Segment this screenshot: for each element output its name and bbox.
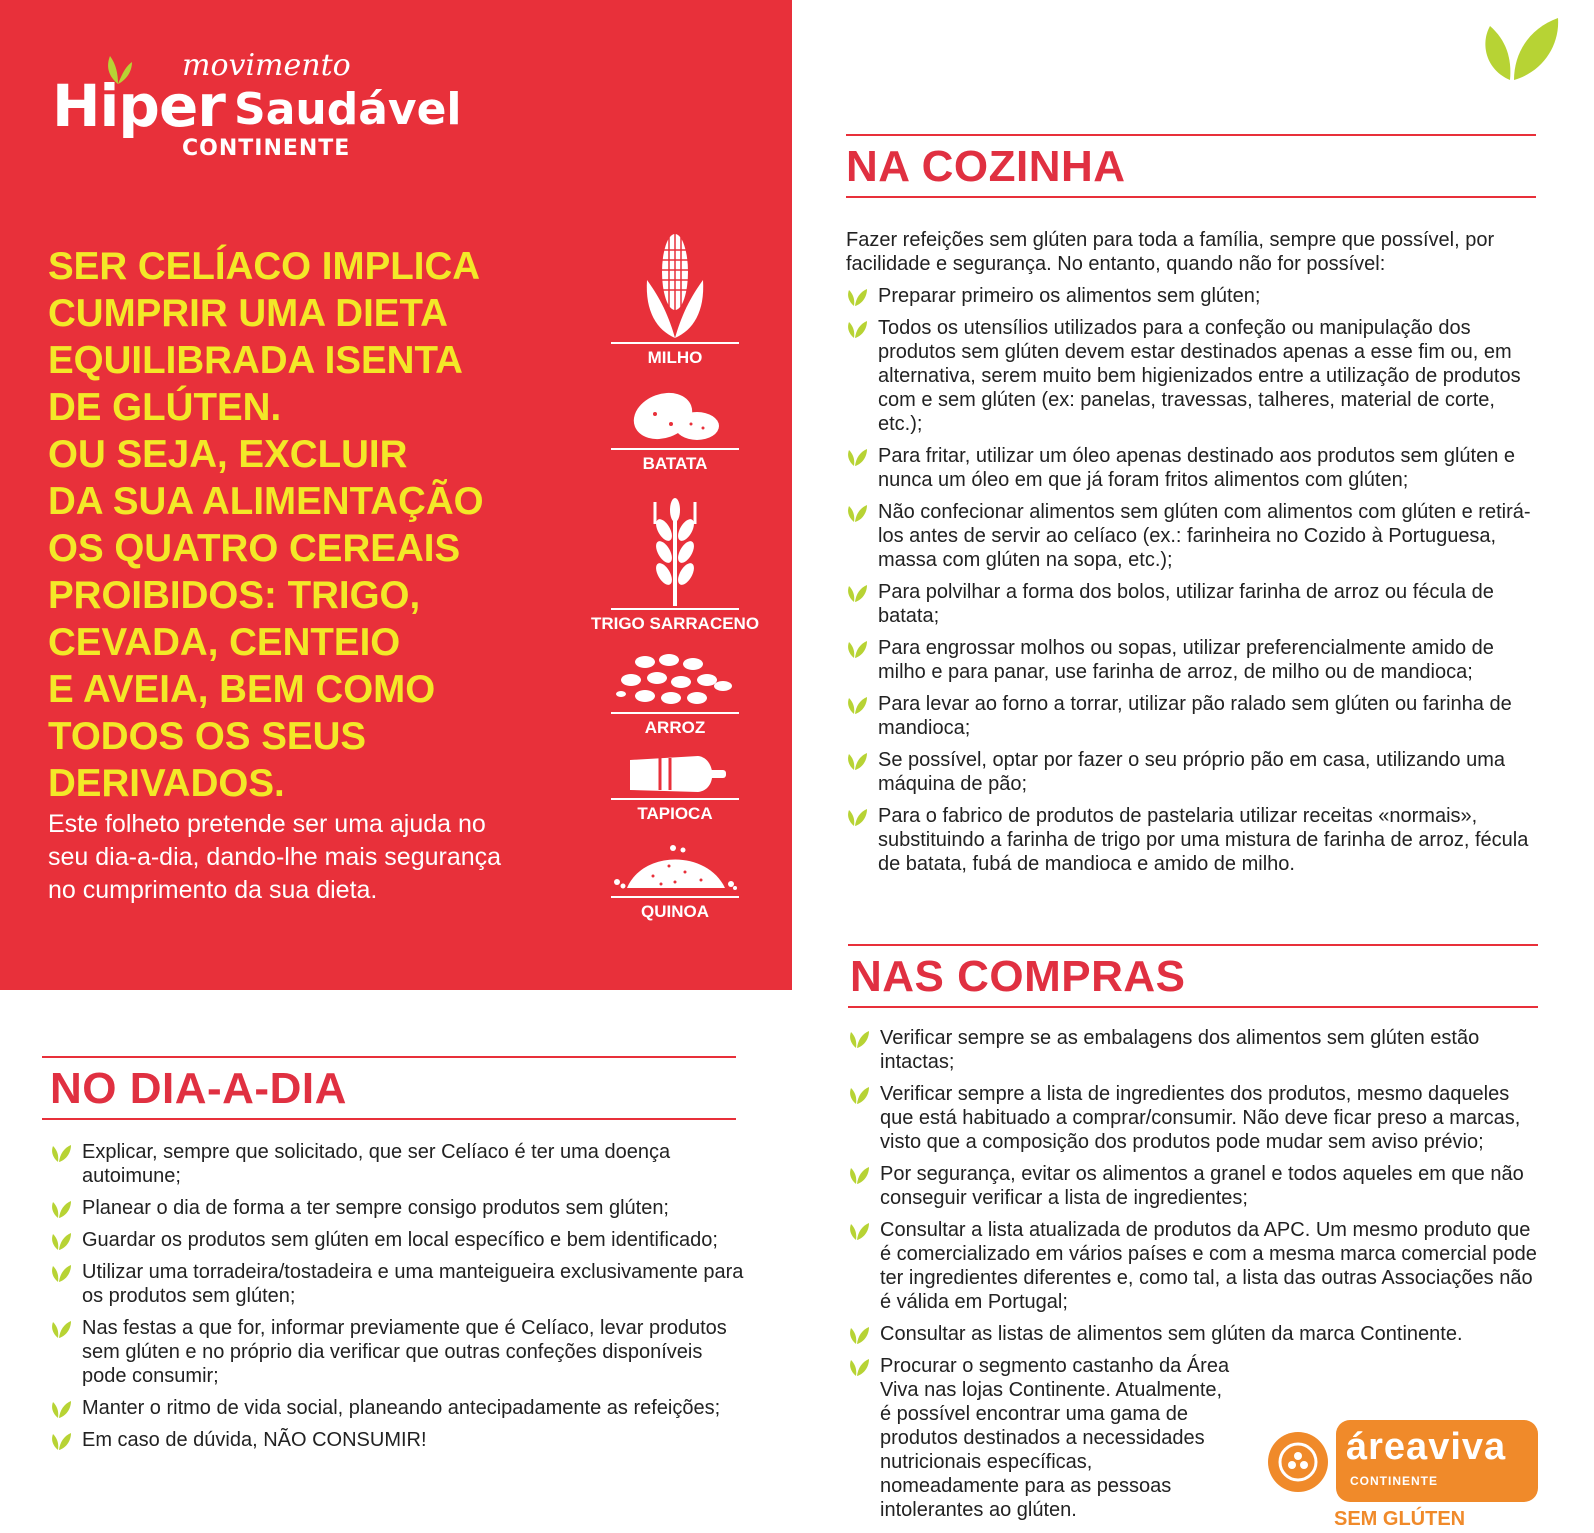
leaf-check-icon (50, 1431, 72, 1451)
list-item (848, 1354, 1233, 1522)
headline-line: SER CELÍACO IMPLICA (48, 245, 481, 288)
leaf-check-icon (846, 639, 868, 659)
areaviva-sub: CONTINENTE (1350, 1474, 1438, 1488)
list-item (50, 1260, 750, 1308)
section-rule (42, 1056, 736, 1058)
areaviva-symbol-icon (1268, 1432, 1328, 1492)
list-item-text: Verificar sempre se as embalagens dos alimentos sem glúten estão intactas; (880, 1027, 1480, 1073)
list-item (846, 636, 1540, 684)
cozinha-list (846, 284, 1540, 884)
leaf-check-icon (848, 1325, 870, 1345)
grain-milho (580, 230, 770, 368)
logo-continente: CONTINENTE (182, 136, 351, 161)
headline-line: CEVADA, CENTEIO (48, 621, 401, 664)
list-item (846, 804, 1540, 876)
list-item-text: Consultar a lista atualizada de produtos da APC. Um mesmo produto que é comercializado em vários países e com a mesma marca comercial pode ter ingredientes diferentes e, como tal, a lista das outras Associações não é válida em Portugal; (880, 1219, 1537, 1313)
headline-line: CUMPRIR UMA DIETA (48, 292, 448, 335)
section-rule (846, 196, 1536, 198)
list-item-text: Todos os utensílios utilizados para a confeção ou manipulação dos produtos sem glúten devem estar destinados apenas a esse fim ou, em alternativa, serem muito bem higienizados entre a utilização de produtos com e sem glúten (ex: panelas, travessas, talheres, material de corte, etc.); (878, 317, 1521, 435)
leaf-check-icon (846, 695, 868, 715)
grain-batata (580, 388, 770, 474)
grain-divider (611, 448, 739, 450)
list-item-text: Planear o dia de forma a ter sempre consigo produtos sem glúten; (82, 1197, 669, 1219)
list-item-text: Para o fabrico de produtos de pastelaria utilizar receitas «normais», substituindo a farinha de trigo por uma mistura de farinha de arroz, fécula de batata, fubá de mandioca e amido de milho. (878, 805, 1529, 875)
list-item (846, 500, 1540, 572)
headline-line: PROIBIDOS: TRIGO, (48, 574, 421, 617)
headline-line: TODOS OS SEUS (48, 715, 367, 758)
list-item-text: Utilizar uma torradeira/tostadeira e uma manteigueira exclusivamente para os produtos sem glúten; (82, 1261, 744, 1307)
section-title-cozinha: NA COZINHA (846, 142, 1126, 191)
section-rule (846, 134, 1536, 136)
dia-a-dia-list (50, 1140, 750, 1460)
grain-circle-icon (1268, 1432, 1328, 1492)
list-item (50, 1396, 750, 1420)
list-item (846, 580, 1540, 628)
leaf-check-icon (846, 503, 868, 523)
headline-line: E AVEIA, BEM COMO (48, 668, 436, 711)
leaf-check-icon (50, 1231, 72, 1251)
list-item-text: Verificar sempre a lista de ingredientes dos produtos, mesmo daqueles que está habituado a comprar/consumir. Não deve ficar preso a marcas, visto que a composição dos produtos pode mudar sem aviso prévio; (880, 1083, 1521, 1153)
cozinha-intro: Fazer refeições sem glúten para toda a família, sempre que possível, por facilidade e segurança. No entanto, quando não for possível: (846, 229, 1495, 275)
areaviva-box (1336, 1420, 1538, 1502)
list-item (846, 284, 1540, 308)
leaf-check-icon (846, 287, 868, 307)
list-item-text: Manter o ritmo de vida social, planeando antecipadamente as refeições; (82, 1397, 721, 1419)
list-item-text: Procurar o segmento castanho da Área Viva nas lojas Continente. Atualmente, é possível encontrar uma gama de produtos destinados a necessidades nutricionais específicas, nomeadamente para as pessoas intolerantes ao glúten. (880, 1355, 1230, 1521)
leaf-check-icon (848, 1029, 870, 1049)
headline-line: DA SUA ALIMENTAÇÃO (48, 480, 484, 523)
grain-divider (611, 896, 739, 898)
areaviva-tag: SEM GLÚTEN (1334, 1508, 1466, 1530)
list-item-text: Para polvilhar a forma dos bolos, utilizar farinha de arroz ou fécula de batata; (878, 581, 1494, 627)
grain-label: TRIGO SARRACENO (590, 614, 760, 633)
list-item (50, 1140, 750, 1188)
list-item-text: Nas festas a que for, informar previamente que é Celíaco, levar produtos sem glúten e no próprio dia verificar que outras confeções disponíveis pode consumir; (82, 1317, 727, 1387)
areaviva-logo (1268, 1420, 1538, 1530)
list-item (848, 1218, 1542, 1314)
list-item (50, 1196, 750, 1220)
section-rule (848, 1006, 1538, 1008)
grain-divider (611, 342, 739, 344)
section-rule (42, 1118, 736, 1120)
grain-divider (611, 712, 739, 714)
list-item-text: Em caso de dúvida, NÃO CONSUMIR! (82, 1429, 427, 1451)
list-item (848, 1162, 1542, 1210)
list-item-text: Para engrossar molhos ou sopas, utilizar preferencialmente amido de milho e para panar, use farinha de arroz, de milho ou de mandioca; (878, 637, 1494, 683)
grain-divider (611, 798, 739, 800)
tapioca-icon (620, 750, 730, 798)
list-item (846, 444, 1540, 492)
headline-line: DE GLÚTEN. (48, 386, 282, 429)
leaf-check-icon (846, 751, 868, 771)
logo-movimento: movimento (182, 48, 351, 83)
wheat-icon (645, 496, 705, 608)
grain-divider (611, 608, 739, 610)
grain-trigo-sarraceno (580, 496, 770, 634)
list-item (848, 1026, 1542, 1074)
grain-quinoa (580, 842, 770, 922)
grain-label: TAPIOCA (637, 804, 713, 823)
logo-hiper: Hiper (52, 72, 225, 140)
list-item (50, 1428, 750, 1452)
section-rule (848, 944, 1538, 946)
list-item (50, 1228, 750, 1252)
red-panel (0, 0, 792, 990)
leaf-check-icon (848, 1357, 870, 1377)
leaf-check-icon (50, 1143, 72, 1163)
headline-line: DERIVADOS. (48, 762, 285, 805)
leaf-check-icon (848, 1085, 870, 1105)
leaf-check-icon (848, 1221, 870, 1241)
leaf-check-icon (846, 319, 868, 339)
headline-line: OS QUATRO CEREAIS (48, 527, 461, 570)
list-item-text: Por segurança, evitar os alimentos a granel e todos aqueles em que não conseguir verificar a lista de ingredientes; (880, 1163, 1524, 1209)
leaf-check-icon (50, 1199, 72, 1219)
leaf-icon (1480, 12, 1560, 82)
list-item (848, 1322, 1542, 1346)
list-item (846, 692, 1540, 740)
list-item-text: Se possível, optar por fazer o seu próprio pão em casa, utilizando uma máquina de pão; (878, 749, 1506, 795)
rice-icon (615, 650, 735, 712)
leaf-check-icon (846, 807, 868, 827)
areaviva-name: áreaviva (1346, 1426, 1507, 1468)
grain-tapioca (580, 750, 770, 824)
hiper-saudavel-logo (52, 48, 492, 161)
logo-saudavel: Saudável (234, 84, 462, 135)
grain-label: BATATA (642, 454, 708, 473)
grain-label: QUINOA (641, 902, 709, 921)
list-item-text: Não confecionar alimentos sem glúten com alimentos com glúten e retirá-los antes de servir ao celíaco (ex.: farinheira no Cozido à Portuguesa, massa com glúten na sopa, etc.); (878, 501, 1531, 571)
headline (48, 243, 568, 807)
list-item (50, 1316, 750, 1388)
grain-label: ARROZ (644, 718, 706, 737)
potato-icon (625, 388, 725, 448)
leaf-check-icon (50, 1319, 72, 1339)
corn-icon (635, 230, 715, 342)
list-item-text: Para levar ao forno a torrar, utilizar pão ralado sem glúten ou farinha de mandioca; (878, 693, 1512, 739)
list-item-text: Guardar os produtos sem glúten em local específico e bem identificado; (82, 1229, 718, 1251)
headline-line: EQUILIBRADA ISENTA (48, 339, 463, 382)
leaf-check-icon (50, 1399, 72, 1419)
intro-text: Este folheto pretende ser uma ajuda no seu dia-a-dia, dando-lhe mais segurança no cumprimento da sua dieta. (48, 810, 502, 904)
leaf-check-icon (846, 447, 868, 467)
headline-line: OU SEJA, EXCLUIR (48, 433, 408, 476)
grain-label: MILHO (647, 348, 703, 367)
section-title-dia-a-dia: NO DIA-A-DIA (50, 1064, 347, 1113)
list-item (848, 1082, 1542, 1154)
list-item-text: Preparar primeiro os alimentos sem glúten; (878, 285, 1261, 307)
leaf-check-icon (50, 1263, 72, 1283)
leaf-check-icon (848, 1165, 870, 1185)
list-item-text: Explicar, sempre que solicitado, que ser Celíaco é ter uma doença autoimune; (82, 1141, 671, 1187)
list-item (846, 748, 1540, 796)
leaf-check-icon (846, 583, 868, 603)
section-title-compras: NAS COMPRAS (850, 952, 1186, 1001)
grain-arroz (580, 650, 770, 738)
list-item (846, 316, 1540, 436)
list-item-text: Para fritar, utilizar um óleo apenas destinado aos produtos sem glúten e nunca um óleo em que já foram fritos alimentos com glúten; (878, 445, 1516, 491)
list-item-text: Consultar as listas de alimentos sem glúten da marca Continente. (880, 1323, 1463, 1345)
quinoa-icon (613, 842, 737, 896)
